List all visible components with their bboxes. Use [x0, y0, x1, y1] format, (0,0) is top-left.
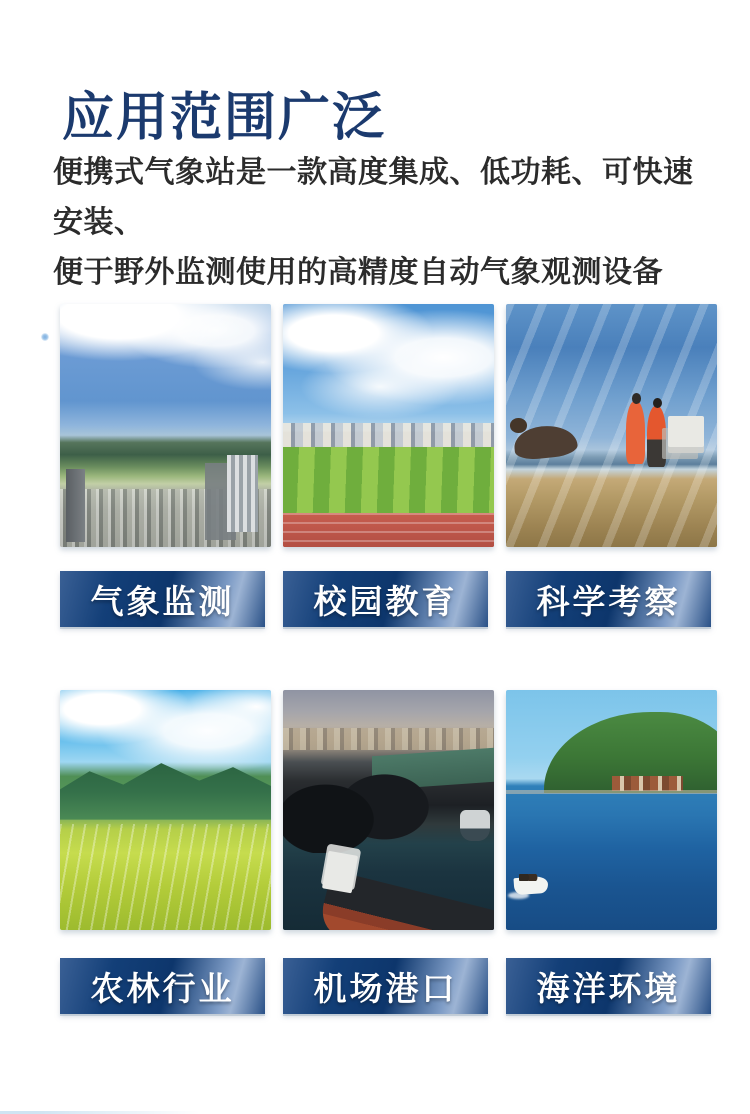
photo-marine-environment: [506, 690, 717, 930]
coal-piles-illustration: [283, 757, 429, 853]
badge-weather-monitoring: [60, 571, 265, 627]
section-description: [53, 148, 713, 298]
researcher-head-illustration: [653, 398, 662, 409]
photo-campus-education: [283, 304, 494, 547]
bird-head-illustration: [510, 418, 527, 433]
photo-agriculture-forestry: [60, 690, 271, 930]
badge-scientific-expedition: [506, 571, 711, 627]
badge-airport-harbor: [283, 958, 488, 1014]
sports-field-illustration: [283, 447, 494, 513]
badge-campus-education: [283, 571, 488, 627]
terrace-field-illustration: [60, 824, 271, 930]
photo-scientific-expedition: [506, 304, 717, 547]
mountain-ridge-illustration: [60, 752, 271, 819]
section-title: 应用范围广泛: [62, 86, 387, 148]
photo-airport-harbor: [283, 690, 494, 930]
photo-weather-monitoring: [60, 304, 271, 547]
school-buildings-illustration: [283, 423, 494, 447]
boat-passengers-illustration: [519, 874, 538, 881]
previous-section-photo-edge: [0, 0, 750, 9]
description-line-1: 便携式气象站是一款高度集成、低功耗、可快速安装、: [53, 155, 694, 240]
badge-label: 气象监测: [90, 581, 235, 621]
badge-label: 农林行业: [90, 968, 235, 1008]
shoreline-illustration: [506, 790, 717, 795]
researcher-illustration: [626, 401, 645, 464]
researcher-illustration: [647, 406, 666, 467]
running-track-illustration: [283, 513, 494, 547]
city-tower-illustration: [66, 469, 85, 542]
badge-label: 校园教育: [313, 581, 458, 621]
badge-marine-environment: [506, 958, 711, 1014]
decorative-dot: [41, 333, 49, 341]
harbor-town-illustration: [283, 728, 494, 750]
badge-agriculture-forestry: [60, 958, 265, 1014]
badge-label: 海洋环境: [536, 968, 681, 1008]
tugboat-illustration: [460, 810, 490, 841]
description-line-2: 便于野外监测使用的高精度自动气象观测设备: [53, 255, 663, 290]
badge-label: 机场港口: [313, 968, 458, 1008]
weather-instrument-illustration: [668, 416, 704, 448]
city-highrise-illustration: [227, 455, 259, 533]
badge-label: 科学考察: [536, 581, 681, 621]
researcher-head-illustration: [632, 393, 641, 404]
